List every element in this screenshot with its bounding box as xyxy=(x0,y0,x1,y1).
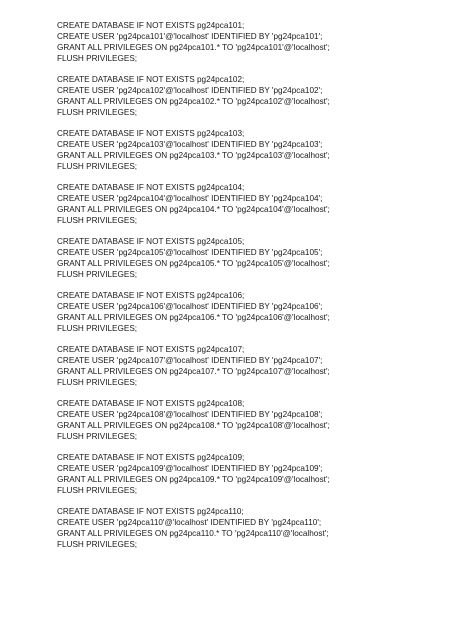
flush-privileges-line: FLUSH PRIVILEGES; xyxy=(57,486,138,495)
flush-privileges-line: FLUSH PRIVILEGES; xyxy=(57,162,138,171)
sql-block xyxy=(57,74,457,118)
create-database-line: CREATE DATABASE IF NOT EXISTS pg24pca109; xyxy=(57,453,245,462)
sql-block xyxy=(57,290,457,334)
flush-privileges-line: FLUSH PRIVILEGES; xyxy=(57,378,138,387)
sql-block xyxy=(57,398,457,442)
grant-privileges-line: GRANT ALL PRIVILEGES ON pg24pca106.* TO 'pg24pca106'@'localhost'; xyxy=(57,313,330,322)
sql-block xyxy=(57,20,457,64)
create-user-line: CREATE USER 'pg24pca101'@'localhost' IDENTIFIED BY 'pg24pca101'; xyxy=(57,32,323,41)
grant-privileges-line: GRANT ALL PRIVILEGES ON pg24pca109.* TO 'pg24pca109'@'localhost'; xyxy=(57,475,330,484)
create-database-line: CREATE DATABASE IF NOT EXISTS pg24pca105; xyxy=(57,237,245,246)
grant-privileges-line: GRANT ALL PRIVILEGES ON pg24pca104.* TO 'pg24pca104'@'localhost'; xyxy=(57,205,330,214)
create-database-line: CREATE DATABASE IF NOT EXISTS pg24pca104; xyxy=(57,183,245,192)
create-database-line: CREATE DATABASE IF NOT EXISTS pg24pca102; xyxy=(57,75,245,84)
sql-block xyxy=(57,236,457,280)
create-user-line: CREATE USER 'pg24pca108'@'localhost' IDENTIFIED BY 'pg24pca108'; xyxy=(57,410,323,419)
create-user-line: CREATE USER 'pg24pca109'@'localhost' IDENTIFIED BY 'pg24pca109'; xyxy=(57,464,323,473)
create-database-line: CREATE DATABASE IF NOT EXISTS pg24pca108; xyxy=(57,399,245,408)
create-user-line: CREATE USER 'pg24pca104'@'localhost' IDENTIFIED BY 'pg24pca104'; xyxy=(57,194,323,203)
create-user-line: CREATE USER 'pg24pca103'@'localhost' IDENTIFIED BY 'pg24pca103'; xyxy=(57,140,323,149)
sql-block xyxy=(57,452,457,496)
flush-privileges-line: FLUSH PRIVILEGES; xyxy=(57,108,138,117)
grant-privileges-line: GRANT ALL PRIVILEGES ON pg24pca108.* TO 'pg24pca108'@'localhost'; xyxy=(57,421,330,430)
flush-privileges-line: FLUSH PRIVILEGES; xyxy=(57,324,138,333)
create-database-line: CREATE DATABASE IF NOT EXISTS pg24pca110; xyxy=(57,507,244,516)
document-body xyxy=(57,20,457,560)
sql-block xyxy=(57,128,457,172)
flush-privileges-line: FLUSH PRIVILEGES; xyxy=(57,270,138,279)
grant-privileges-line: GRANT ALL PRIVILEGES ON pg24pca103.* TO 'pg24pca103'@'localhost'; xyxy=(57,151,330,160)
flush-privileges-line: FLUSH PRIVILEGES; xyxy=(57,432,138,441)
create-user-line: CREATE USER 'pg24pca105'@'localhost' IDENTIFIED BY 'pg24pca105'; xyxy=(57,248,323,257)
sql-block xyxy=(57,344,457,388)
flush-privileges-line: FLUSH PRIVILEGES; xyxy=(57,54,138,63)
flush-privileges-line: FLUSH PRIVILEGES; xyxy=(57,216,138,225)
create-database-line: CREATE DATABASE IF NOT EXISTS pg24pca103; xyxy=(57,129,245,138)
create-user-line: CREATE USER 'pg24pca106'@'localhost' IDENTIFIED BY 'pg24pca106'; xyxy=(57,302,323,311)
create-database-line: CREATE DATABASE IF NOT EXISTS pg24pca107; xyxy=(57,345,245,354)
create-database-line: CREATE DATABASE IF NOT EXISTS pg24pca101; xyxy=(57,21,245,30)
grant-privileges-line: GRANT ALL PRIVILEGES ON pg24pca107.* TO 'pg24pca107'@'localhost'; xyxy=(57,367,330,376)
grant-privileges-line: GRANT ALL PRIVILEGES ON pg24pca105.* TO 'pg24pca105'@'localhost'; xyxy=(57,259,330,268)
create-user-line: CREATE USER 'pg24pca110'@'localhost' IDENTIFIED BY 'pg24pca110'; xyxy=(57,518,322,527)
sql-block xyxy=(57,182,457,226)
create-database-line: CREATE DATABASE IF NOT EXISTS pg24pca106; xyxy=(57,291,245,300)
grant-privileges-line: GRANT ALL PRIVILEGES ON pg24pca110.* TO 'pg24pca110'@'localhost'; xyxy=(57,529,329,538)
grant-privileges-line: GRANT ALL PRIVILEGES ON pg24pca101.* TO 'pg24pca101'@'localhost'; xyxy=(57,43,330,52)
flush-privileges-line: FLUSH PRIVILEGES; xyxy=(57,540,138,549)
create-user-line: CREATE USER 'pg24pca107'@'localhost' IDENTIFIED BY 'pg24pca107'; xyxy=(57,356,323,365)
grant-privileges-line: GRANT ALL PRIVILEGES ON pg24pca102.* TO 'pg24pca102'@'localhost'; xyxy=(57,97,330,106)
create-user-line: CREATE USER 'pg24pca102'@'localhost' IDENTIFIED BY 'pg24pca102'; xyxy=(57,86,323,95)
sql-block xyxy=(57,506,457,550)
